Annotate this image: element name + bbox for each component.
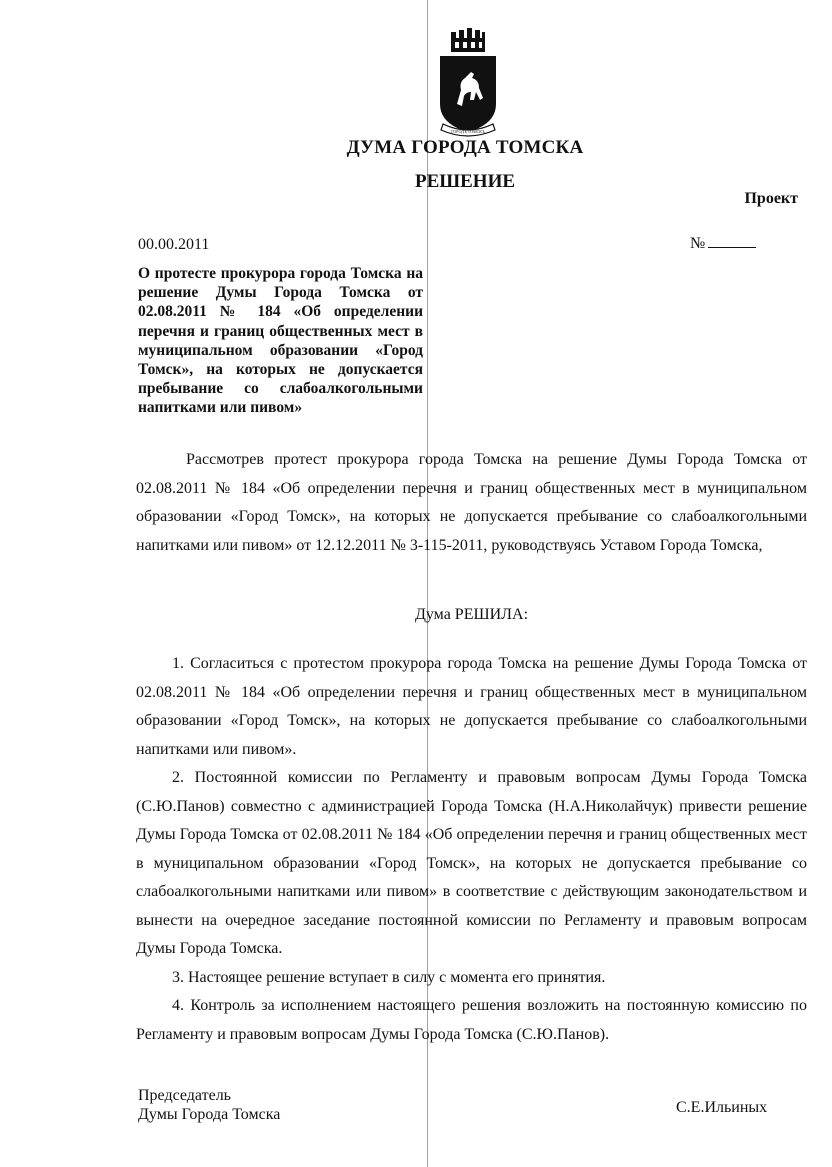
decision-item-4: 4. Контроль за исполнением настоящего решения возложить на постоянную комиссию по Регламенту и правовым вопросам Думы Города Томска (С.Ю.Панов). bbox=[136, 997, 807, 1043]
signatory-position bbox=[138, 1086, 280, 1124]
number-blank-line bbox=[708, 233, 756, 248]
signatory-position-line1: Председатель bbox=[138, 1087, 231, 1104]
decision-item-1: 1. Согласиться с протестом прокурора города Томска на решение Думы Города Томска от 02.08.2011 № 184 «Об определении перечня и границ общественных мест в муниципальном образовании «Город Томск», на которых не допускается пребывание со слабоалкогольными напитками или пивом». bbox=[136, 655, 807, 758]
document-subject: О протесте прокурора города Томска на решение Думы Города Томска от 02.08.2011 № 184 «Об определении перечня и границ общественных мест в муниципальном образовании «Город Томск», на которых не допускается пребывание со слабоалкогольными напитками или пивом» bbox=[138, 265, 423, 417]
decision-item-2: 2. Постоянной комиссии по Регламенту и правовым вопросам Думы Города Томска (С.Ю.Панов) совместно с администрацией Города Томска (Н.А.Николайчук) привести решение Думы Города Томска от 02.08.2011 № 184 «Об определении перечня и границ общественных мест в муниципальном образовании «Город Томск», на которых не допускается пребывание со слабоалкогольными напитками или пивом» в соответствие с действующим законодательством и вынести на очередное заседание постоянной комиссии по Регламенту и правовым вопросам Думы Города Томска. bbox=[136, 769, 807, 957]
document-number bbox=[690, 233, 756, 253]
svg-text:ГОРОДЪ ТОМСКЪ: ГОРОДЪ ТОМСКЪ bbox=[451, 129, 485, 134]
decided-heading: Дума РЕШИЛА: bbox=[414, 606, 529, 623]
decision-item-3: 3. Настоящее решение вступает в силу с момента его принятия. bbox=[172, 969, 606, 986]
document-date: 00.00.2011 bbox=[138, 236, 210, 253]
preamble-paragraph: Рассмотрев протест прокурора города Томска на решение Думы Города Томска от 02.08.2011 № 184 «Об определении перечня и границ общественных мест в муниципальном образовании «Город Томск», на которых не допускается пребывание со слабоалкогольными напитками или пивом» от 12.12.2011 № 3-115-2011, руководствуясь Уставом Города Томска, bbox=[136, 451, 807, 554]
document-type-title: РЕШЕНИЕ bbox=[414, 171, 516, 192]
organization-title: ДУМА ГОРОДА ТОМСКА bbox=[346, 137, 584, 158]
signatory-position-line2: Думы Города Томска bbox=[138, 1106, 281, 1123]
draft-label: Проект bbox=[744, 190, 798, 207]
tomsk-coat-of-arms-icon bbox=[437, 28, 499, 140]
shield-icon bbox=[440, 56, 496, 132]
signatory-name: С.Е.Ильиных bbox=[676, 1099, 768, 1116]
crown-icon bbox=[451, 28, 485, 52]
number-label: № bbox=[690, 235, 706, 252]
